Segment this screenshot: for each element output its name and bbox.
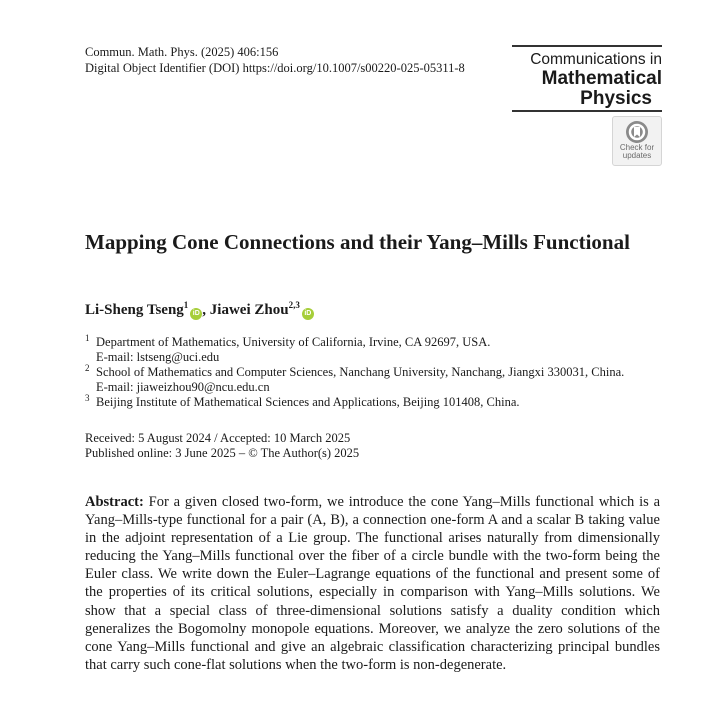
- journal-name-line2: Mathematical: [541, 68, 662, 89]
- author-affil-mark: 1: [183, 300, 189, 310]
- author-name[interactable]: Li-Sheng Tseng: [85, 302, 184, 318]
- badge-label-line2: updates: [622, 151, 652, 160]
- abstract: [85, 493, 660, 674]
- journal-citation: Commun. Math. Phys. (2025) 406:156: [85, 45, 279, 59]
- affiliation-number: 2: [85, 363, 90, 373]
- journal-name-line1: Communications in: [530, 51, 662, 68]
- author-affil-mark: 2,3: [288, 300, 300, 310]
- journal-logo: [512, 45, 662, 112]
- abstract-text: For a given closed two-form, we introduce the cone Yang–Mills functional which is a Yang–Mills-type functional for a pair (A, B), a connection one-form A and a scalar B taking value in the adjoint representation of a Lie group. The functional arises naturally from dimensionally reducing the Yang–Mills functional over the fiber of a circle bundle with the two-form being the Euler class. We write down the Euler–Lagrange equations of the functional and present some of the properties of its critical solutions, especially in comparison with Yang–Mills solutions. We show that a special class of three-dimensional solutions satisfy a duality condition which generalizes the Bogomolny monopole equations. Moreover, we analyze the zero solutions of the cone Yang–Mills functional and give an algebraic classification characterizing principal bundles that carry such cone-flat solutions when the two-form is non-degenerate.: [85, 494, 661, 673]
- affiliation-number: 1: [85, 333, 90, 343]
- paper-title: Mapping Cone Connections and their Yang–Mills Functional: [85, 230, 630, 254]
- check-for-updates-badge[interactable]: [612, 116, 662, 166]
- published-date: Published online: 3 June 2025 – © The Author(s) 2025: [85, 446, 360, 460]
- affiliation-number: 3: [85, 393, 90, 403]
- badge-label-line1: Check for: [619, 143, 655, 152]
- affiliation-1: [85, 331, 490, 365]
- affiliation-text: Department of Mathematics, University of California, Irvine, CA 92697, USA.: [96, 335, 491, 349]
- author-list: [85, 300, 314, 320]
- affiliation-text: School of Mathematics and Computer Sciences, Nanchang University, Nanchang, Jiangxi 330031, China.: [96, 365, 625, 379]
- bookmark-circle-icon: [626, 121, 648, 143]
- affiliation-2: [85, 361, 624, 395]
- affiliation-3: [85, 391, 520, 410]
- affiliation-email[interactable]: E-mail: lstseng@uci.edu: [96, 350, 220, 364]
- received-accepted-dates: Received: 5 August 2024 / Accepted: 10 March 2025: [85, 431, 351, 445]
- abstract-label: Abstract:: [85, 494, 144, 510]
- author-name[interactable]: Jiawei Zhou: [209, 302, 289, 318]
- affiliation-text: Beijing Institute of Mathematical Sciences and Applications, Beijing 101408, China.: [96, 395, 520, 409]
- journal-name-line3: Physics: [580, 88, 652, 109]
- doi-line[interactable]: Digital Object Identifier (DOI) https://doi.org/10.1007/s00220-025-05311-8: [85, 61, 465, 75]
- orcid-icon[interactable]: iD: [302, 308, 314, 320]
- orcid-icon[interactable]: iD: [190, 308, 202, 320]
- author-separator: ,: [202, 302, 210, 318]
- affiliation-email[interactable]: E-mail: jiaweizhou90@ncu.edu.cn: [96, 380, 270, 394]
